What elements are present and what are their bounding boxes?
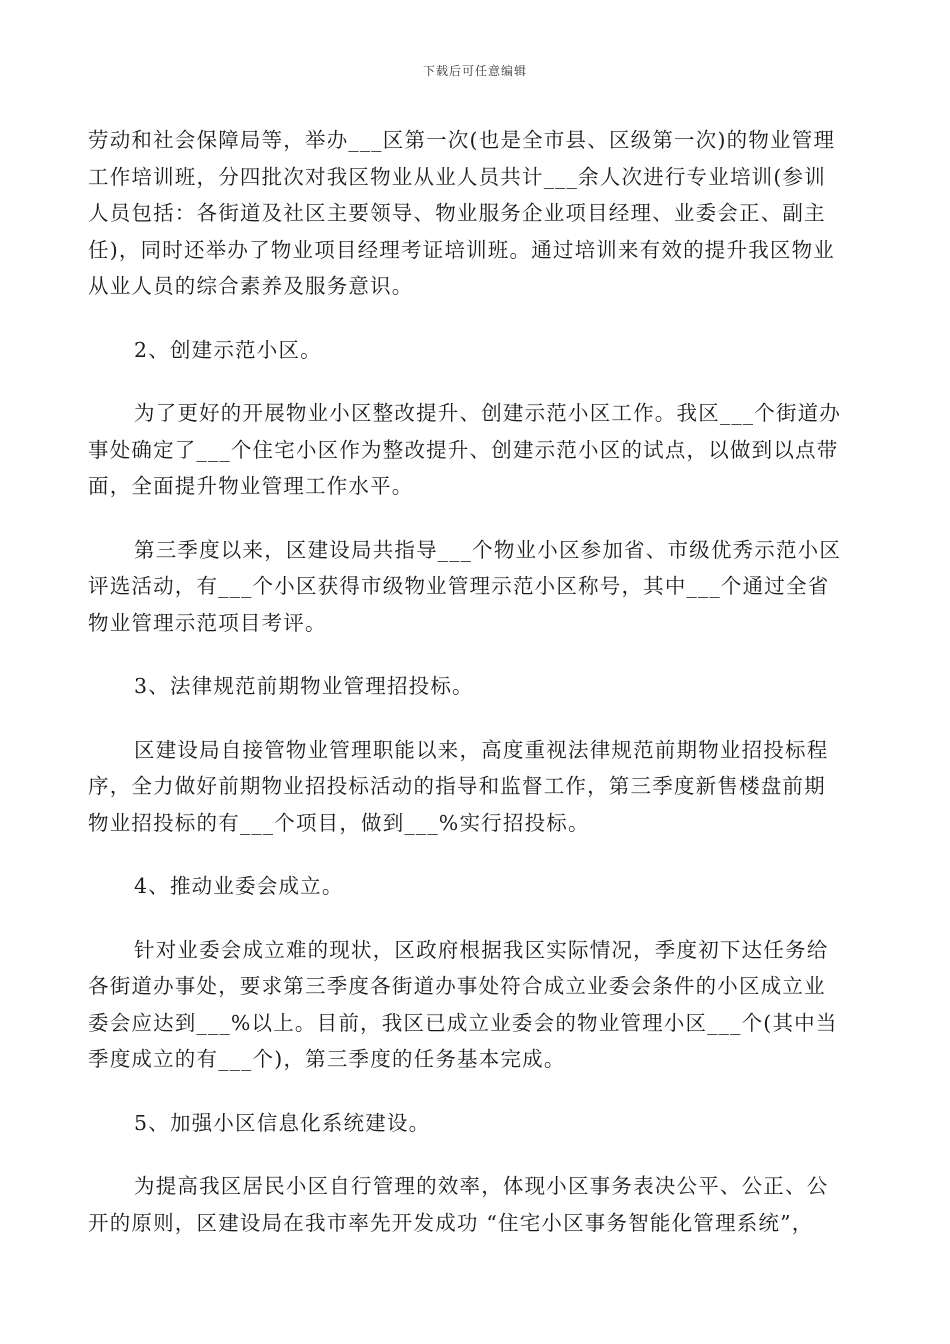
text-line: 2、创建示范小区。 bbox=[134, 337, 322, 362]
text-line: 为提高我区居民小区自行管理的效率，体现小区事务表决公平、公正、公 bbox=[134, 1174, 829, 1198]
text-line: 评选活动，有___个小区获得市级物业管理示范小区称号，其中___个通过全省 bbox=[88, 574, 830, 598]
paragraph bbox=[88, 332, 860, 369]
text-line: 物业招投标的有___个项目，做到___%实行招投标。 bbox=[88, 810, 590, 835]
text-line: 季度成立的有___个)，第三季度的任务基本完成。 bbox=[88, 1047, 566, 1071]
page-header: 下载后可任意编辑 bbox=[422, 64, 527, 78]
text-line: 4、推动业委会成立。 bbox=[134, 874, 344, 898]
paragraph bbox=[88, 732, 860, 842]
paragraph bbox=[88, 532, 860, 642]
text-line: 劳动和社会保障局等，举办___区第一次(也是全市县、区级第一次)的物业管理 bbox=[88, 128, 836, 152]
paragraph bbox=[88, 668, 860, 705]
paragraph bbox=[88, 1105, 860, 1142]
text-line: 委会应达到___%以上。目前，我区已成立业委会的物业管理小区___个(其中当 bbox=[88, 1010, 838, 1035]
text-line: 物业管理示范项目考评。 bbox=[88, 610, 327, 635]
text-line: 事处确定了___个住宅小区作为整改提升、创建示范小区的试点，以做到以点带 bbox=[88, 437, 839, 462]
paragraph bbox=[88, 1168, 860, 1241]
paragraph bbox=[88, 395, 860, 505]
text-line: 任)，同时还举办了物业项目经理考证培训班。通过培训来有效的提升我区物业 bbox=[88, 237, 835, 262]
text-line: 从业人员的综合素养及服务意识。 bbox=[88, 274, 414, 298]
text-line: 3、法律规范前期物业管理招投标。 bbox=[134, 674, 474, 698]
text-line: 开的原则，区建设局在我市率先开发成功 “住宅小区事务智能化管理系统”， bbox=[88, 1210, 814, 1235]
text-line: 区建设局自接管物业管理职能以来，高度重视法律规范前期物业招投标程 bbox=[134, 737, 829, 762]
paragraph bbox=[88, 932, 860, 1078]
text-line: 序，全力做好前期物业招投标活动的指导和监督工作，第三季度新售楼盘前期 bbox=[88, 774, 826, 798]
paragraph bbox=[88, 868, 860, 905]
text-line: 人员包括：各街道及社区主要领导、物业服务企业项目经理、业委会正、副主 bbox=[88, 201, 826, 225]
text-line: 为了更好的开展物业小区整改提升、创建示范小区工作。我区___个街道办 bbox=[134, 401, 842, 425]
text-line: 5、加强小区信息化系统建设。 bbox=[134, 1110, 431, 1135]
text-line: 各街道办事处，要求第三季度各街道办事处符合成立业委会条件的小区成立业 bbox=[88, 974, 826, 998]
text-line: 针对业委会成立难的现状，区政府根据我区实际情况，季度初下达任务给 bbox=[134, 937, 829, 962]
text-line: 第三季度以来，区建设局共指导___个物业小区参加省、市级优秀示范小区 bbox=[134, 537, 842, 562]
document-body bbox=[88, 122, 860, 1268]
text-line: 工作培训班，分四批次对我区物业从业人员共计___余人次进行专业培训(参训 bbox=[88, 164, 826, 189]
text-line: 面，全面提升物业管理工作水平。 bbox=[88, 474, 414, 498]
paragraph bbox=[88, 122, 860, 305]
